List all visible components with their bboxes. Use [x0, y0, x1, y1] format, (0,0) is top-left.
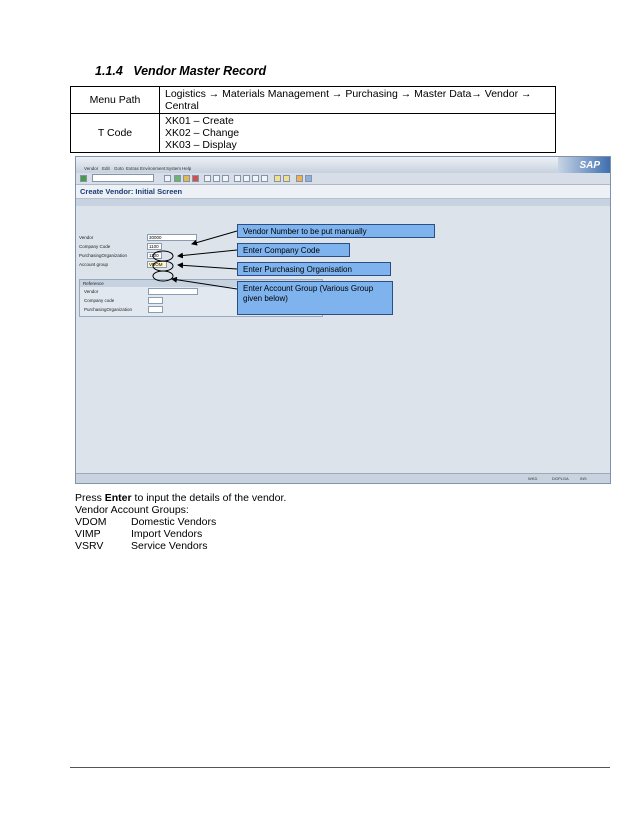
- sap-screen-title: Create Vendor: Initial Screen: [80, 187, 183, 196]
- sap-menubar: [76, 157, 610, 173]
- help-icon[interactable]: [296, 175, 303, 182]
- vendor-label: Vendor: [79, 235, 94, 240]
- callout-account-group: Enter Account Group (Various Group given below): [237, 281, 393, 315]
- cancel-icon[interactable]: [192, 175, 199, 182]
- ref-vendor-label: Vendor: [84, 289, 99, 294]
- layout-icon[interactable]: [305, 175, 312, 182]
- purch-org-input[interactable]: 1100: [147, 252, 162, 259]
- menu-vendor[interactable]: Vendor: [84, 166, 99, 171]
- purch-org-label: PurchasingOrganization: [79, 253, 128, 258]
- new-session-icon[interactable]: [274, 175, 281, 182]
- list-item: [75, 516, 286, 528]
- menu-edit[interactable]: Edit: [102, 166, 110, 171]
- reference-title: Reference: [83, 281, 104, 286]
- shortcut-icon[interactable]: [283, 175, 290, 182]
- sap-application-toolbar: [76, 199, 610, 206]
- press-enter-line: [75, 492, 286, 504]
- status-mode: INS: [580, 475, 587, 481]
- tcode-line: XK03 – Display: [165, 139, 237, 151]
- menu-path-value: [160, 87, 556, 114]
- tcode-value: [160, 114, 556, 153]
- list-item: [75, 528, 286, 540]
- menu-extras[interactable]: Extras: [126, 166, 139, 171]
- group-desc: Domestic Vendors: [131, 516, 217, 528]
- menu-system[interactable]: System: [166, 166, 182, 171]
- first-page-icon[interactable]: [234, 175, 241, 182]
- tcode-line: XK02 – Change: [165, 127, 240, 139]
- table-row: [71, 87, 556, 114]
- list-item: [75, 540, 286, 552]
- ref-purch-org-input[interactable]: [148, 306, 163, 313]
- group-code: VIMP: [75, 528, 101, 540]
- group-desc: Service Vendors: [131, 540, 208, 552]
- callout-company-code: Enter Company Code: [237, 243, 350, 257]
- ref-vendor-input[interactable]: [148, 288, 198, 295]
- vendor-input[interactable]: 30000: [147, 234, 197, 241]
- menu-path-line: Logistics → Materials Management → Purchasing → Master Data→ Vendor →: [165, 88, 532, 100]
- press-prefix: Press: [75, 492, 105, 504]
- company-code-input[interactable]: 1100: [147, 243, 162, 250]
- menu-help[interactable]: Help: [182, 166, 192, 171]
- callout-vendor-number: Vendor Number to be put manually: [237, 224, 435, 238]
- ref-company-code-label: Company code: [84, 298, 115, 303]
- menu-path-line: Central: [165, 100, 199, 112]
- account-group-label: Account group: [79, 262, 109, 267]
- groups-heading: Vendor Account Groups:: [75, 504, 189, 516]
- sap-toolbar: [76, 173, 610, 185]
- account-group-input[interactable]: VDOM: [147, 261, 167, 268]
- group-desc: Import Vendors: [131, 528, 203, 540]
- group-code: VDOM: [75, 516, 107, 528]
- sap-logo: SAP: [558, 157, 610, 175]
- enter-icon[interactable]: [80, 175, 87, 182]
- print-icon[interactable]: [204, 175, 211, 182]
- exit-icon[interactable]: [183, 175, 190, 182]
- status-server: DGPLGA: [552, 475, 569, 481]
- save-icon[interactable]: [164, 175, 171, 182]
- menu-path-key: Menu Path: [71, 87, 160, 114]
- find-icon[interactable]: [213, 175, 220, 182]
- section-title: Vendor Master Record: [133, 64, 267, 78]
- find-next-icon[interactable]: [222, 175, 229, 182]
- info-table: [70, 86, 556, 153]
- sap-status-bar: [76, 473, 610, 483]
- prev-page-icon[interactable]: [243, 175, 250, 182]
- ref-company-code-input[interactable]: [148, 297, 163, 304]
- sap-screenshot: [75, 156, 611, 484]
- last-page-icon[interactable]: [261, 175, 268, 182]
- tcode-line: XK01 – Create: [165, 115, 234, 127]
- ref-purch-org-label: PurchasingOrganization: [84, 307, 133, 312]
- menu-environment[interactable]: Environment: [140, 166, 166, 171]
- press-suffix: to input the details of the vendor.: [131, 492, 287, 504]
- command-field[interactable]: [92, 174, 154, 182]
- section-number: 1.1.4: [95, 64, 123, 78]
- sap-screen-title-bar: [76, 185, 610, 199]
- next-page-icon[interactable]: [252, 175, 259, 182]
- group-code: VSRV: [75, 540, 104, 552]
- company-code-label: Company Code: [79, 244, 111, 249]
- back-icon[interactable]: [174, 175, 181, 182]
- footer-rule: [70, 767, 610, 768]
- status-client: WKD: [528, 475, 538, 481]
- section-heading: [95, 64, 266, 78]
- body-text: [75, 492, 286, 552]
- press-key: Enter: [104, 492, 132, 504]
- tcode-key: T Code: [71, 114, 160, 153]
- menu-goto[interactable]: Goto: [114, 166, 124, 171]
- table-row: [71, 114, 556, 153]
- callout-purch-org: Enter Purchasing Organisation: [237, 262, 391, 276]
